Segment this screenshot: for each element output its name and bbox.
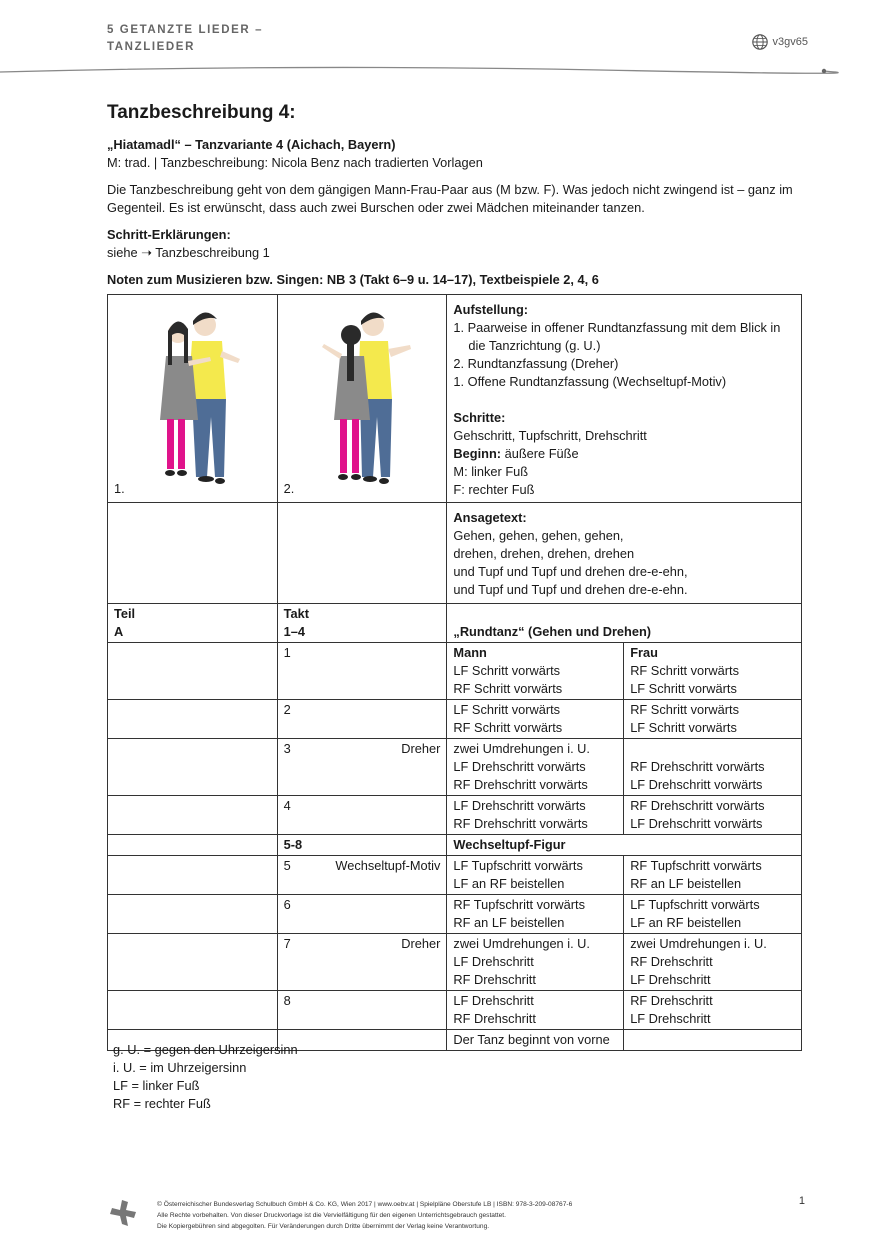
- takt-note: Wechseltupf-Motiv: [335, 858, 441, 873]
- globe-icon: [751, 33, 769, 51]
- frau-step: RF an LF beistellen: [630, 876, 742, 891]
- dance-subtitle: „Hiatamadl“ – Tanzvariante 4 (Aichach, Bayern): [107, 137, 396, 152]
- table-row: [108, 991, 802, 1030]
- frau-step: LF Drehschritt vorwärts: [630, 777, 763, 792]
- frau-step: LF Schritt vorwärts: [630, 720, 737, 735]
- beginn-label: Beginn:: [453, 446, 502, 461]
- mann-step: zwei Umdrehungen i. U.: [453, 741, 590, 756]
- list-item: 1. Paarweise in offener Rundtanzfassung mit dem Blick in die Tanzrichtung (g. U.): [453, 320, 781, 353]
- aufstellung-list: [453, 319, 795, 391]
- frau-step: RF Drehschritt vorwärts: [630, 798, 765, 813]
- takt-note: Dreher: [401, 936, 441, 951]
- table-row: [108, 796, 802, 835]
- noten-line: Noten zum Musizieren bzw. Singen: NB 3 (Takt 6–9 u. 14–17), Textbeispiele 2, 4, 6: [107, 272, 599, 287]
- final-note: Der Tanz beginnt von vorne: [447, 1030, 624, 1051]
- schritt-heading: Schritt-Erklärungen:: [107, 227, 231, 242]
- mann-step: LF an RF beistellen: [453, 876, 565, 891]
- table-row: [108, 295, 802, 503]
- mann-step: RF Schritt vorwärts: [453, 681, 563, 696]
- table-row: [108, 739, 802, 796]
- figure-1-cell: [108, 295, 278, 503]
- mann-step: LF Schritt vorwärts: [453, 663, 561, 678]
- frau-step: LF Drehschritt: [630, 1011, 711, 1026]
- figure-2-label: 2.: [283, 481, 295, 496]
- takt-value: 1–4: [283, 624, 305, 639]
- section-wechseltupf: Wechseltupf-Figur: [447, 835, 802, 856]
- mann-step: RF Drehschritt: [453, 1011, 536, 1026]
- frau-step: RF Drehschritt: [630, 993, 713, 1008]
- teil-label: Teil: [114, 606, 136, 621]
- teil-value: A: [114, 624, 124, 639]
- ansagetext-heading: Ansagetext:: [453, 510, 527, 525]
- frau-heading: Frau: [630, 645, 658, 660]
- dance-table: [107, 294, 802, 1051]
- header-divider: [0, 58, 890, 80]
- list-item: 2. Rundtanzfassung (Dreher): [453, 356, 619, 371]
- section2-takt: 5-8: [277, 835, 447, 856]
- mann-step: LF Schritt vorwärts: [453, 702, 561, 717]
- intro-section: [107, 101, 807, 289]
- aufstellung-cell: [447, 295, 802, 503]
- mann-foot: M: linker Fuß: [453, 464, 529, 479]
- frau-step: LF an RF beistellen: [630, 915, 742, 930]
- legend-item: g. U. = gegen den Uhrzeigersinn: [113, 1042, 298, 1057]
- frau-step: RF Drehschritt: [630, 954, 713, 969]
- table-row: [108, 700, 802, 739]
- mann-step: LF Drehschritt: [453, 954, 534, 969]
- takt-number: 5: [283, 858, 291, 873]
- header-line2: TANZLIEDER: [107, 41, 195, 53]
- page-number: 1: [798, 1195, 805, 1207]
- frau-step: LF Drehschritt vorwärts: [630, 816, 763, 831]
- dancers-figure-1: [148, 301, 248, 491]
- header-line1: 5 GETANZTE LIEDER –: [107, 24, 264, 36]
- dance-credit: M: trad. | Tanzbeschreibung: Nicola Benz nach tradierten Vorlagen: [107, 155, 483, 170]
- takt-number: 3: [283, 741, 291, 756]
- figure-2-cell: [277, 295, 447, 503]
- online-code: v3gv65: [772, 36, 808, 48]
- abbreviation-legend: [113, 1041, 298, 1113]
- table-row: [108, 835, 802, 856]
- table-row: [108, 895, 802, 934]
- table-row: [108, 643, 802, 700]
- takt-number: 1: [283, 645, 291, 660]
- takt-number: 2: [283, 702, 291, 717]
- frau-step: zwei Umdrehungen i. U.: [630, 936, 767, 951]
- frau-step: RF Tupfschritt vorwärts: [630, 858, 762, 873]
- mann-step: RF Tupfschritt vorwärts: [453, 897, 585, 912]
- table-row: [108, 934, 802, 991]
- frau-foot: F: rechter Fuß: [453, 482, 535, 497]
- mann-heading: Mann: [453, 645, 487, 660]
- page-header: [107, 22, 263, 56]
- frau-step: RF Schritt vorwärts: [630, 702, 739, 717]
- ansagetext-line: Gehen, gehen, gehen, gehen,: [453, 528, 624, 543]
- legend-item: RF = rechter Fuß: [113, 1096, 211, 1111]
- mann-step: LF Drehschritt vorwärts: [453, 759, 586, 774]
- legend-item: i. U. = im Uhrzeigersinn: [113, 1060, 247, 1075]
- takt-number: 8: [283, 993, 291, 1008]
- mann-step: zwei Umdrehungen i. U.: [453, 936, 590, 951]
- intro-paragraph: Die Tanzbeschreibung geht von dem gängigen Mann-Frau-Paar aus (M bzw. F). Was jedoch nicht zwingend ist – ganz im Gegenteil. Es ist erwünscht, dass auch zwei Burschen oder zwei Mädchen miteinander tanzen.: [107, 182, 793, 215]
- takt-note: Dreher: [401, 741, 441, 756]
- legend-item: LF = linker Fuß: [113, 1078, 200, 1093]
- takt-label: Takt: [283, 606, 309, 621]
- dancers-figure-2: [318, 301, 418, 491]
- mann-step: LF Drehschritt vorwärts: [453, 798, 586, 813]
- ansagetext-line: und Tupf und Tupf und drehen dre-e-ehn,: [453, 564, 688, 579]
- takt-number: 4: [283, 798, 291, 813]
- beginn-value: äußere Füße: [501, 446, 579, 461]
- frau-step: LF Schritt vorwärts: [630, 681, 737, 696]
- ansagetext-line: und Tupf und Tupf und drehen dre-e-ehn.: [453, 582, 688, 597]
- frau-step: RF Schritt vorwärts: [630, 663, 739, 678]
- aufstellung-heading: Aufstellung:: [453, 302, 529, 317]
- frau-step: LF Tupfschritt vorwärts: [630, 897, 760, 912]
- mann-step: RF Drehschritt: [453, 972, 536, 987]
- mann-step: LF Drehschritt: [453, 993, 534, 1008]
- header-code[interactable]: [751, 33, 808, 51]
- frau-step: RF Drehschritt vorwärts: [630, 759, 765, 774]
- schritte-heading: Schritte:: [453, 410, 506, 425]
- mann-step: RF Drehschritt vorwärts: [453, 816, 588, 831]
- section-rundtanz: „Rundtanz“ (Gehen und Drehen): [453, 624, 652, 639]
- footer-line: Alle Rechte vorbehalten. Von dieser Druckvorlage ist die Vervielfältigung für den eigenen Unterrichtsgebrauch gestattet.: [157, 1212, 506, 1219]
- figure-1-label: 1.: [114, 481, 125, 496]
- ansagetext-cell: [447, 503, 802, 604]
- footer-line: © Österreichischer Bundesverlag Schulbuch GmbH & Co. KG, Wien 2017 | www.oebv.at | Spielpläne Oberstufe LB | ISBN: 978-3-209-08767-6: [157, 1201, 573, 1208]
- schritte-list: Gehschritt, Tupfschritt, Drehschritt: [453, 428, 647, 443]
- mann-step: RF an LF beistellen: [453, 915, 565, 930]
- mann-step: LF Tupfschritt vorwärts: [453, 858, 583, 873]
- list-item: 1. Offene Rundtanzfassung (Wechseltupf-Motiv): [453, 374, 727, 389]
- mann-step: RF Drehschritt vorwärts: [453, 777, 588, 792]
- mann-step: RF Schritt vorwärts: [453, 720, 563, 735]
- table-row: [108, 604, 802, 643]
- table-row: [108, 503, 802, 604]
- frau-step: LF Drehschritt: [630, 972, 711, 987]
- footer-line: Die Kopiergebühren sind abgegolten. Für Veränderungen durch Dritte übernimmt der Verlag keine Verantwortung.: [157, 1223, 490, 1230]
- ansagetext-line: drehen, drehen, drehen, drehen: [453, 546, 635, 561]
- takt-number: 7: [283, 936, 291, 951]
- page-title: Tanzbeschreibung 4:: [107, 102, 296, 123]
- beginn-line: [453, 445, 795, 463]
- table-row: [108, 856, 802, 895]
- publisher-logo-icon: [108, 1196, 140, 1228]
- footer-copyright: [157, 1199, 572, 1232]
- takt-number: 6: [283, 897, 291, 912]
- schritt-text: siehe ➝ Tanzbeschreibung 1: [107, 245, 270, 260]
